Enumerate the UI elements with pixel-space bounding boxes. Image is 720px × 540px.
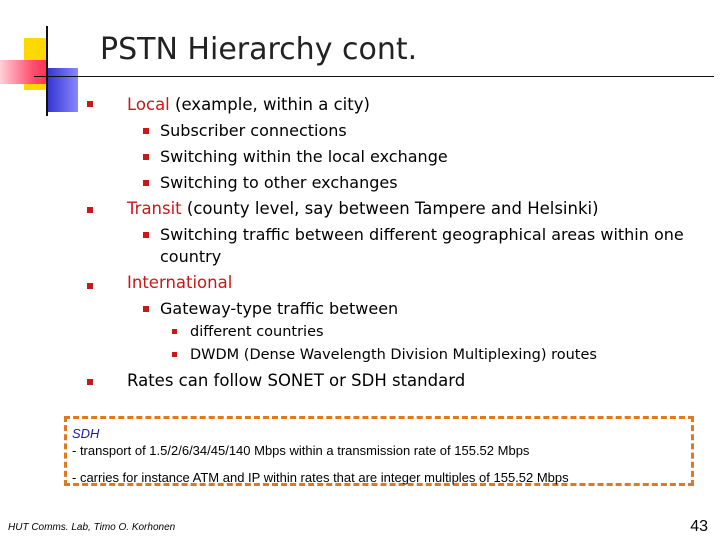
corner-deco-pink <box>0 60 46 84</box>
sdh-line-2: - carries for instance ATM and IP within rates that are integer multiples of 155.52 Mbps <box>72 470 569 485</box>
transit-description: (county level, say between Tampere and Helsinki) <box>181 199 599 218</box>
corner-deco-blue <box>46 68 78 112</box>
international-subitem: DWDM (Dense Wavelength Division Multiplexing) routes <box>190 347 597 363</box>
sdh-line-1: - transport of 1.5/2/6/34/45/140 Mbps within a transmission rate of 155.52 Mbps <box>72 443 530 458</box>
bullet-icon <box>87 379 93 385</box>
bullet-transit <box>127 198 599 220</box>
local-description: (example, within a city) <box>169 95 370 114</box>
transit-item-line2: country <box>160 247 222 266</box>
footer-credit: HUT Comms. Lab, Timo O. Korhonen <box>8 522 176 533</box>
bullet-local <box>127 94 370 116</box>
title-underline <box>34 76 714 77</box>
transit-term: Transit <box>127 199 182 218</box>
slide-title: PSTN Hierarchy cont. <box>100 32 418 67</box>
bullet-icon <box>172 352 177 357</box>
bullet-icon <box>143 232 149 238</box>
international-item: Gateway-type traffic between <box>160 299 399 318</box>
bullet-icon <box>143 180 149 186</box>
bullet-icon <box>143 128 149 134</box>
page-number: 43 <box>690 518 708 535</box>
local-item: Subscriber connections <box>160 121 347 140</box>
bullet-icon <box>143 306 149 312</box>
bullet-icon <box>143 154 149 160</box>
local-term: Local <box>127 95 170 114</box>
local-item: Switching within the local exchange <box>160 147 448 166</box>
transit-item-line1: Switching traffic between different geographical areas within one <box>160 225 684 244</box>
bullet-icon <box>87 283 93 289</box>
international-term: International <box>127 273 233 292</box>
international-subitem: different countries <box>190 324 324 340</box>
bullet-icon <box>87 207 93 213</box>
bullet-icon <box>87 101 93 107</box>
bullet-icon <box>172 329 177 334</box>
sdh-heading: SDH <box>72 426 100 441</box>
local-item: Switching to other exchanges <box>160 173 398 192</box>
corner-deco-vertical-line <box>46 26 48 116</box>
bullet-rates: Rates can follow SONET or SDH standard <box>127 371 466 390</box>
